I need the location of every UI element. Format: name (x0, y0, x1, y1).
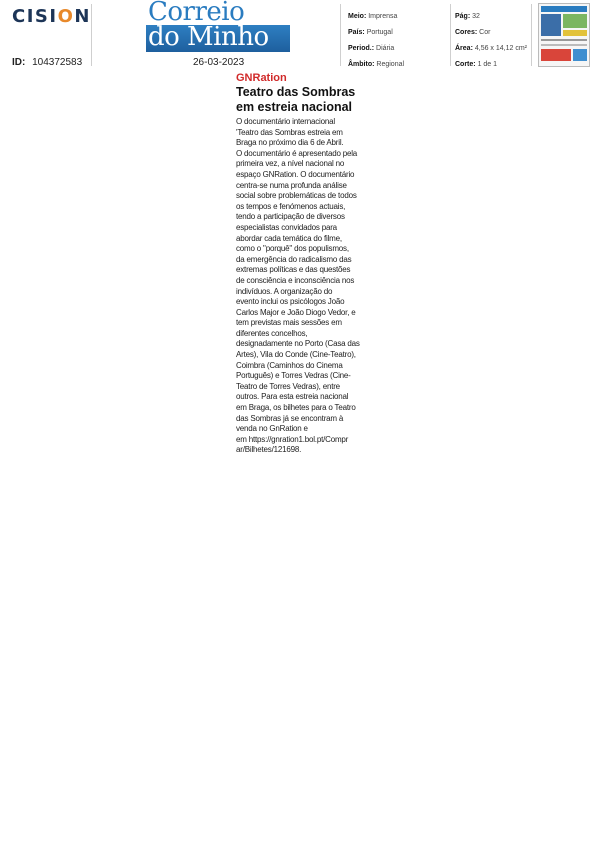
header-divider (91, 4, 92, 66)
header-divider (531, 4, 532, 66)
meta-country: País: Portugal (348, 29, 393, 36)
cision-logo: CISION (12, 6, 91, 27)
header-divider (340, 4, 341, 66)
article-body: O documentário internacional 'Teatro das Sombras estreia em Braga no próximo dia 6 de Abril. O documentário é apresentado pela primeira vez, a nível nacional no espaço GNRation. O documentário centra-se numa profunda análise social sobre problemáticas de todos os tempos e fenómenos actuais, tendo a participação de diversos especialistas convidados para abordar cada temática do filme, como o "porquê" dos populismos, da emergência do radicalismo das extremas políticas e das questões de consciência e inconsciência nos indivíduos. A organização do evento inclui os psicólogos João Carlos Major e João Diogo Vedor, e tem previstas mais sessões em diferentes concelhos, designadamente no Porto (Casa das Artes), Vila do Conde (Cine-Teatro), Coimbra (Caminhos do Cinema Português) e Torres Vedras (Cine- Teatro de Torres Vedras), entre outros. Para esta estreia nacional em Braga, os bilhetes para o Teatro das Sombras já se encontram à venda no GnRation e em https://gnration1.bol.pt/Compr ar/Bilhetes/121698. (236, 117, 360, 455)
meta-medium: Meio: Imprensa (348, 13, 398, 20)
meta-page: Pág: 32 (455, 13, 480, 20)
article-kicker: GNRation (236, 72, 287, 84)
publication-logo-line2: do Minho (148, 22, 269, 52)
clipping-id-label: ID: (12, 57, 26, 68)
page-thumbnail (538, 3, 590, 67)
meta-area: Área: 4,56 x 14,12 cm² (455, 45, 527, 52)
clipping-id (12, 57, 82, 68)
meta-cut: Corte: 1 de 1 (455, 61, 498, 68)
meta-periodicity: Period.: Diária (348, 45, 395, 52)
clipping-id-value: 104372583 (32, 57, 83, 68)
header-divider (450, 4, 451, 66)
article-headline: Teatro das Sombras em estreia nacional (236, 85, 356, 114)
publication-date: 26-03-2023 (193, 57, 245, 68)
publication-logo-line1: Correio (148, 0, 245, 27)
meta-colors: Cores: Cor (455, 29, 491, 36)
meta-scope: Âmbito: Regional (348, 61, 405, 68)
publication-logo (146, 0, 290, 52)
